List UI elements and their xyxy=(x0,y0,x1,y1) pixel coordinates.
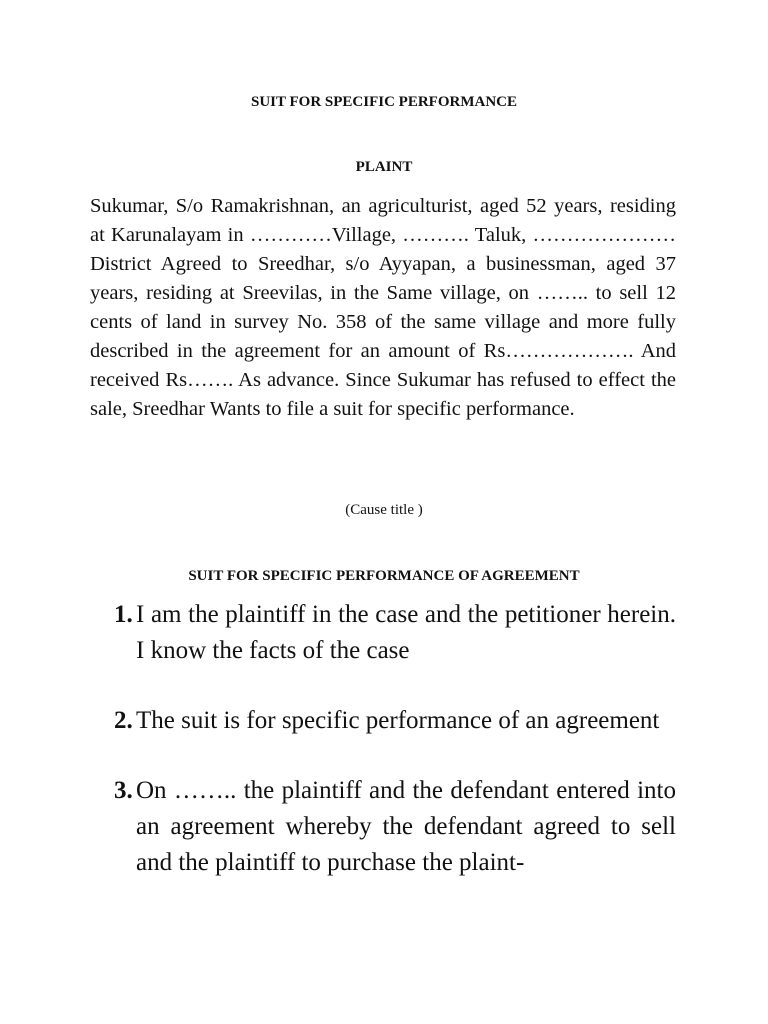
numbered-points-list xyxy=(114,597,676,915)
point-number: 2. xyxy=(114,707,133,734)
cause-title: (Cause title ) xyxy=(345,502,423,518)
list-item xyxy=(114,773,676,881)
document-title: SUIT FOR SPECIFIC PERFORMANCE xyxy=(251,94,517,110)
list-item xyxy=(114,703,676,739)
point-text: I am the plaintiff in the case and the petitioner herein. I know the facts of the case xyxy=(136,601,676,664)
plaint-heading: PLAINT xyxy=(355,159,413,175)
point-number: 3. xyxy=(114,777,133,804)
suit-heading: SUIT FOR SPECIFIC PERFORMANCE OF AGREEMENT xyxy=(188,568,580,584)
point-text: On …….. the plaintiff and the defendant entered into an agreement whereby the defendant agreed to sell and the plaintiff to purchase the plaint- xyxy=(136,777,676,876)
point-text: The suit is for specific performance of an agreement xyxy=(136,707,660,734)
point-number: 1. xyxy=(114,601,133,628)
intro-paragraph: Sukumar, S/o Ramakrishnan, an agriculturist, aged 52 years, residing at Karunalayam in …………Village, ………. Taluk, ………………… District Agreed to Sreedhar, s/o Ayyapan, a businessman, aged 37 years, residing at Sreevilas, in the Same village, on …….. to sell 12 cents of land in survey No. 358 of the same village and more fully described in the agreement for an amount of Rs………………. And received Rs……. As advance. Since Sukumar has refused to effect the sale, Sreedhar Wants to file a suit for specific performance. xyxy=(90,195,676,420)
list-item xyxy=(114,597,676,669)
